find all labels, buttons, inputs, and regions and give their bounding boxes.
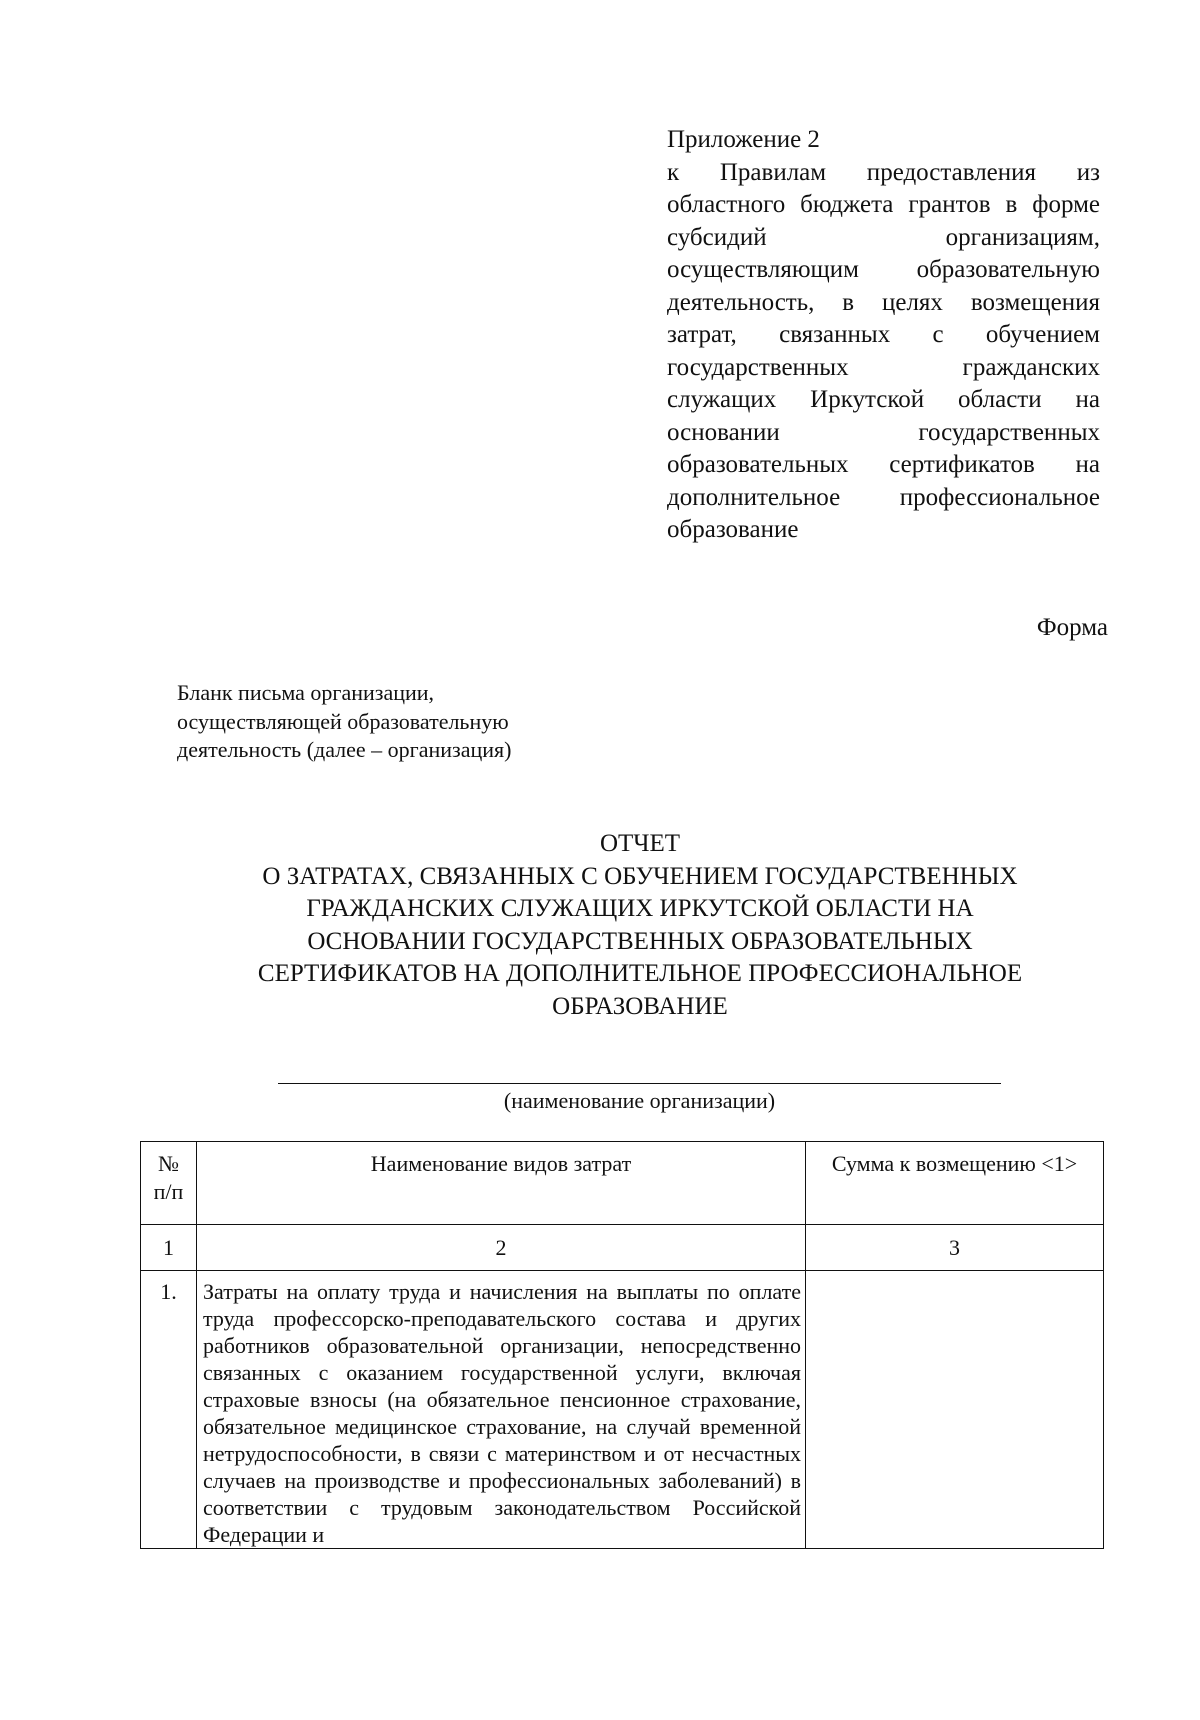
report-title-line: ГРАЖДАНСКИХ СЛУЖАЩИХ ИРКУТСКОЙ ОБЛАСТИ НА bbox=[306, 895, 974, 922]
column-index: 3 bbox=[806, 1225, 1104, 1271]
header-cost-type: Наименование видов затрат bbox=[197, 1142, 806, 1225]
row-number: 1. bbox=[141, 1271, 197, 1549]
appendix-title: Приложение 2 bbox=[667, 126, 820, 153]
report-title bbox=[160, 828, 1120, 1023]
header-number-abbr: п/п bbox=[153, 1179, 184, 1204]
row-cost-description: Затраты на оплату труда и начисления на выплаты по оплате труда профессорско-преподавательского состава и других работников образовательной организации, непосредственно связанных с оказанием государственной услуги, включая страховые взносы (на обязательное пенсионное страхование, обязательное медицинское страхование, на случай временной нетрудоспособности, в связи с материнством и от несчастных случаев на производстве и профессиональных заболеваний) в соответствии с трудовым законодательством Российской Федерации и bbox=[197, 1271, 806, 1549]
report-title-line: ОТЧЕТ bbox=[599, 830, 681, 857]
organization-name-line bbox=[278, 1083, 1001, 1084]
organization-name-caption: (наименование организации) bbox=[503, 1088, 776, 1113]
table-index-row bbox=[141, 1225, 1104, 1271]
letterhead-line: осуществляющей образовательную bbox=[177, 708, 509, 734]
report-title-line: СЕРТИФИКАТОВ НА ДОПОЛНИТЕЛЬНОЕ ПРОФЕССИОНАЛЬНОЕ bbox=[257, 960, 1023, 987]
header-reimbursement-sum: Сумма к возмещению <1> bbox=[806, 1142, 1104, 1225]
column-index: 2 bbox=[197, 1225, 806, 1271]
letterhead-line: деятельность (далее – организация) bbox=[177, 737, 512, 762]
header-number bbox=[141, 1142, 197, 1225]
report-title-line: ОСНОВАНИИ ГОСУДАРСТВЕННЫХ ОБРАЗОВАТЕЛЬНЫХ bbox=[307, 927, 973, 955]
report-title-line: ОБРАЗОВАНИЕ bbox=[552, 992, 728, 1020]
appendix-text: к Правилам предоставления из областного бюджета грантов в форме субсидий организациям, осуществляющим образовательную деятельность, в целях возмещения затрат, связанных с обучением государственных гражданских служащих Иркутской области на основании государственных образовательных сертификатов на дополнительное профессиональное образование bbox=[667, 158, 1100, 543]
form-label: Форма bbox=[1036, 614, 1108, 641]
report-title-line: О ЗАТРАТАХ, СВЯЗАННЫХ С ОБУЧЕНИЕМ ГОСУДАРСТВЕННЫХ bbox=[262, 862, 1018, 890]
costs-table bbox=[140, 1141, 1104, 1549]
appendix-block bbox=[667, 124, 1100, 547]
row-reimbursement-sum bbox=[806, 1271, 1104, 1549]
letterhead-line: Бланк письма организации, bbox=[177, 680, 435, 705]
column-index: 1 bbox=[141, 1225, 197, 1271]
letterhead-note bbox=[177, 679, 597, 765]
header-number-symbol: № bbox=[158, 1151, 179, 1176]
table-row bbox=[141, 1271, 1104, 1549]
table-header-row bbox=[141, 1142, 1104, 1225]
